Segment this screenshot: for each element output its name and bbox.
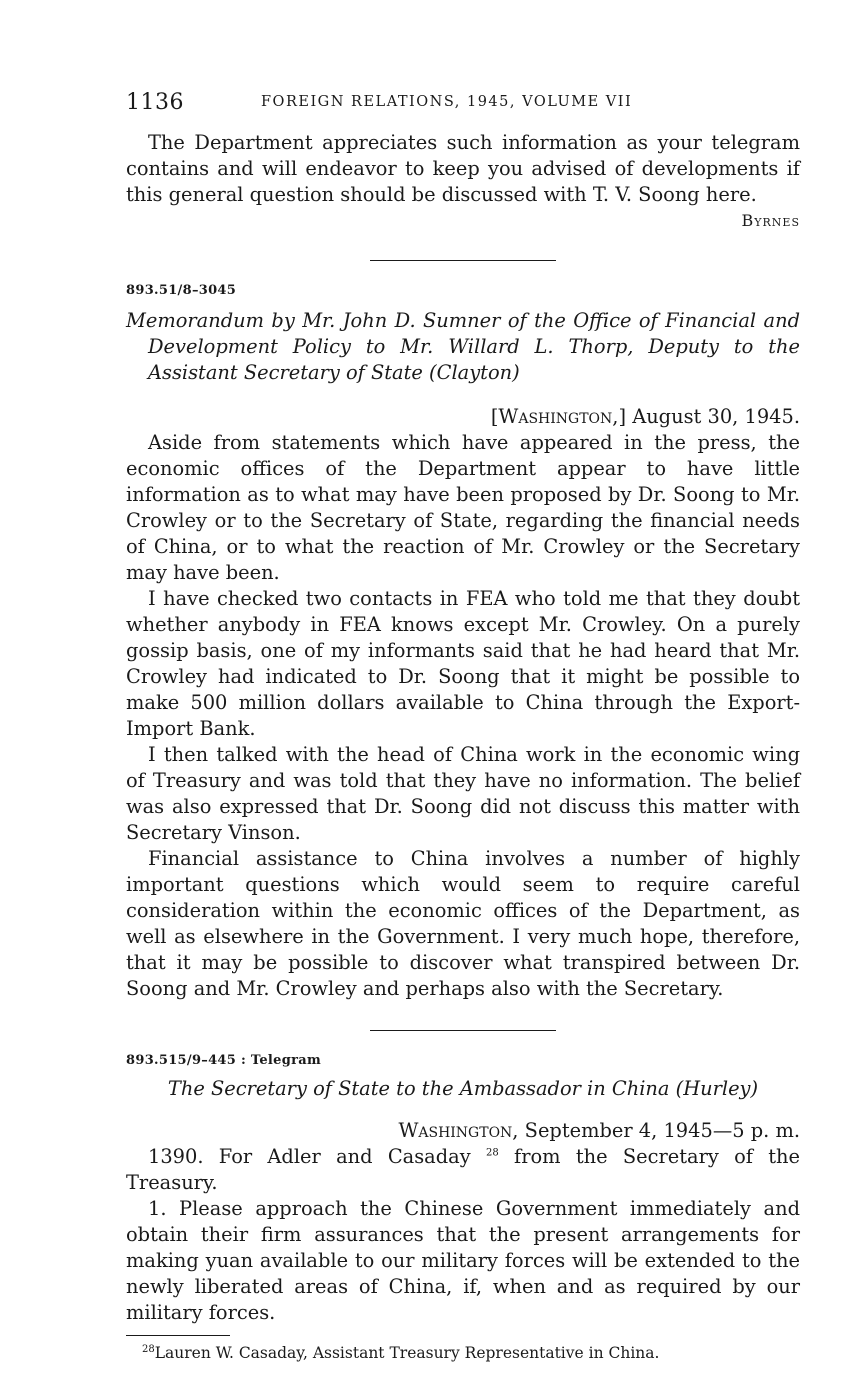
footnote-divider	[126, 1335, 230, 1336]
page-header	[126, 88, 800, 122]
telegram-paragraph: 1. Please approach the Chinese Government immediately and obtain their firm assurances that the present arrangements for making yuan available to our military forces will be extended to the newly liberated areas of China, if, when and as required by our military forces.	[126, 1197, 800, 1324]
section-divider	[370, 260, 556, 261]
telegram-text: from the Secretary of the Treasury.	[126, 1145, 800, 1194]
document-title: Memorandum by Mr. John D. Sumner of the Office of Financial and Development Policy to Mr. Willard L. Thorp, Deputy to the Assistant Secretary of State (Clayton)	[126, 309, 800, 384]
running-head: FOREIGN RELATIONS, 1945, VOLUME VII	[261, 94, 633, 110]
section-divider	[370, 1030, 556, 1031]
footnote-marker: 28	[142, 1343, 155, 1355]
dateline	[126, 1118, 800, 1144]
dateline-place: Washington,	[398, 1119, 519, 1142]
dateline	[126, 404, 800, 430]
dateline-date: August 30, 1945.	[632, 405, 800, 428]
document-page	[126, 88, 800, 1364]
memo-paragraph: Aside from statements which have appeared in the press, the economic offices of the Department appear to have little information as to what may have been proposed by Dr. Soong to Mr. Crowley or to the Secretary of State, regarding the financial needs of China, or to what the reaction of Mr. Crowley or the Secretary may have been.	[126, 431, 800, 584]
footnote	[126, 1342, 800, 1364]
signature: Byrnes	[741, 211, 800, 230]
memo-paragraph: Financial assistance to China involves a number of highly important questions which would seem to require careful consideration within the economic offices of the Department, as well as elsewhere in the Government. I very much hope, therefore, that it may be possible to discover what transpired between Dr. Soong and Mr. Crowley and perhaps also with the Secretary.	[126, 847, 800, 1000]
document-title: The Secretary of State to the Ambassador in China (Hurley)	[167, 1077, 759, 1100]
page-number: 1136	[126, 90, 184, 115]
file-number: 893.515/9–445 : Telegram	[126, 1053, 322, 1068]
file-number: 893.51/8–3045	[126, 283, 237, 298]
footnote-reference[interactable]: 28	[485, 1147, 499, 1159]
memo-paragraph: I have checked two contacts in FEA who told me that they doubt whether anybody in FEA knows except Mr. Crowley. On a purely gossip basis, one of my informants said that he had heard that Mr. Crowley had indicated to Dr. Soong that it might be possible to make 500 million dollars available to China through the Export-Import Bank.	[126, 587, 800, 740]
memo-paragraph: I then talked with the head of China work in the economic wing of Treasury and was told that they have no information. The belief was also expressed that Dr. Soong did not discuss this matter with Secretary Vinson.	[126, 743, 800, 844]
telegram-text: 1390. For Adler and Casaday	[148, 1145, 471, 1168]
footnote-text: Lauren W. Casaday, Assistant Treasury Representative in China.	[154, 1344, 660, 1362]
dateline-place: [Washington,]	[490, 405, 627, 428]
telegram-paragraph	[126, 1144, 800, 1196]
closing-paragraph: The Department appreciates such information as your telegram contains and will endeavor to keep you advised of developments if this general question should be discussed with T. V. Soong here.	[126, 131, 800, 206]
dateline-date: September 4, 1945—5 p. m.	[524, 1119, 800, 1142]
